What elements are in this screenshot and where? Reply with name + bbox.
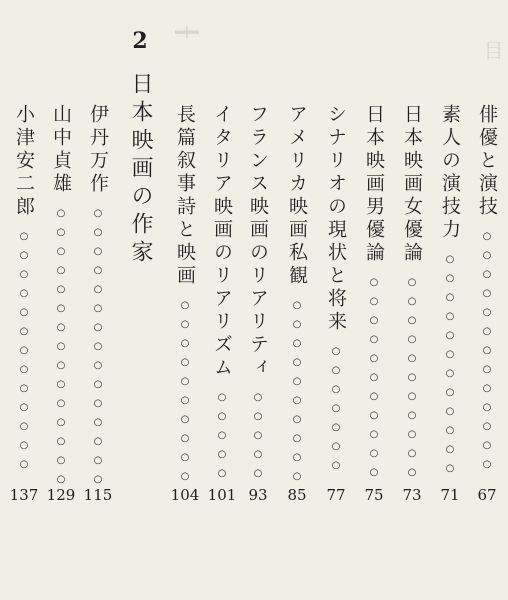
section-number: 2 xyxy=(132,28,148,54)
toc-page-number: 73 xyxy=(402,486,422,504)
toc-entry xyxy=(207,104,237,380)
leader-dots: ○ ○ ○ ○ ○ ○ ○ ○ ○ ○ ○ xyxy=(369,277,379,478)
toc-entry-title: 長篇叙事詩と映画 xyxy=(174,104,196,288)
toc-entry-title: シナリオの現状と将来 xyxy=(325,104,347,334)
toc-page-number: 85 xyxy=(287,486,307,504)
toc-page-number: 77 xyxy=(326,486,346,504)
toc-entry xyxy=(243,104,273,380)
toc-page-number: 115 xyxy=(83,486,113,504)
toc-entry-title: フランス映画のリアリティ xyxy=(247,104,269,380)
toc-page-number: 101 xyxy=(207,486,237,504)
toc-entry xyxy=(83,104,113,196)
leader-dots: ○ ○ ○ ○ ○ ○ ○ ○ ○ ○ xyxy=(292,300,302,482)
toc-page-number: 129 xyxy=(46,486,76,504)
toc-entry xyxy=(359,104,389,265)
leader-dots: ○ ○ ○ ○ ○ ○ ○ ○ ○ ○ xyxy=(180,300,190,482)
leader-dots: ○ ○ ○ ○ ○ ○ ○ ○ ○ ○ ○ ○ ○ ○ ○ xyxy=(93,208,103,485)
toc-entry xyxy=(282,104,312,288)
toc-entry-title: 伊丹万作 xyxy=(87,104,109,196)
toc-entry-title: 日本映画女優論 xyxy=(401,104,423,265)
toc-page-number: 137 xyxy=(9,486,39,504)
leader-dots: ○ ○ ○ ○ ○ ○ ○ ○ ○ ○ ○ ○ ○ xyxy=(19,231,29,470)
toc-page-number: 67 xyxy=(477,486,497,504)
leader-dots: ○ ○ ○ ○ ○ ○ ○ ○ ○ ○ ○ ○ xyxy=(445,254,455,474)
section-title: 日本映画の作家 xyxy=(128,72,153,268)
toc-entry xyxy=(472,104,502,219)
toc-entry-title: 素人の演技力 xyxy=(439,104,461,242)
leader-dots: ○ ○ ○ ○ ○ ○ ○ ○ ○ ○ ○ xyxy=(407,277,417,478)
toc-entry-title: 俳優と演技 xyxy=(476,104,498,219)
toc-entry xyxy=(9,104,39,219)
toc-entry-title: 山中貞雄 xyxy=(50,104,72,196)
toc-entry-title: 小津安二郎 xyxy=(13,104,35,219)
leader-dots: ○ ○ ○ ○ ○ xyxy=(217,392,227,479)
toc-entry xyxy=(46,104,76,196)
toc-entry xyxy=(321,104,351,334)
leader-dots: ○ ○ ○ ○ ○ ○ ○ xyxy=(331,346,341,471)
toc-entry xyxy=(397,104,427,265)
toc-entry xyxy=(170,104,200,288)
leader-dots: ○ ○ ○ ○ ○ ○ ○ ○ ○ ○ ○ ○ ○ xyxy=(482,231,492,470)
toc-page-number: 75 xyxy=(364,486,384,504)
leader-dots: ○ ○ ○ ○ ○ ○ ○ ○ ○ ○ ○ ○ ○ ○ ○ xyxy=(56,208,66,485)
toc-entry xyxy=(435,104,465,242)
toc-page-number: 93 xyxy=(248,486,268,504)
bleed-through-mark: 目 xyxy=(480,40,504,66)
toc-page-number: 104 xyxy=(170,486,200,504)
leader-dots: ○ ○ ○ ○ ○ xyxy=(253,392,263,479)
toc-entry-title: 日本映画男優論 xyxy=(363,104,385,265)
bleed-through-mark: ╂ xyxy=(175,26,199,45)
toc-entry-title: イタリア映画のリアリズム xyxy=(211,104,233,380)
toc-page-number: 71 xyxy=(440,486,460,504)
toc-entry-title: アメリカ映画私観 xyxy=(286,104,308,288)
